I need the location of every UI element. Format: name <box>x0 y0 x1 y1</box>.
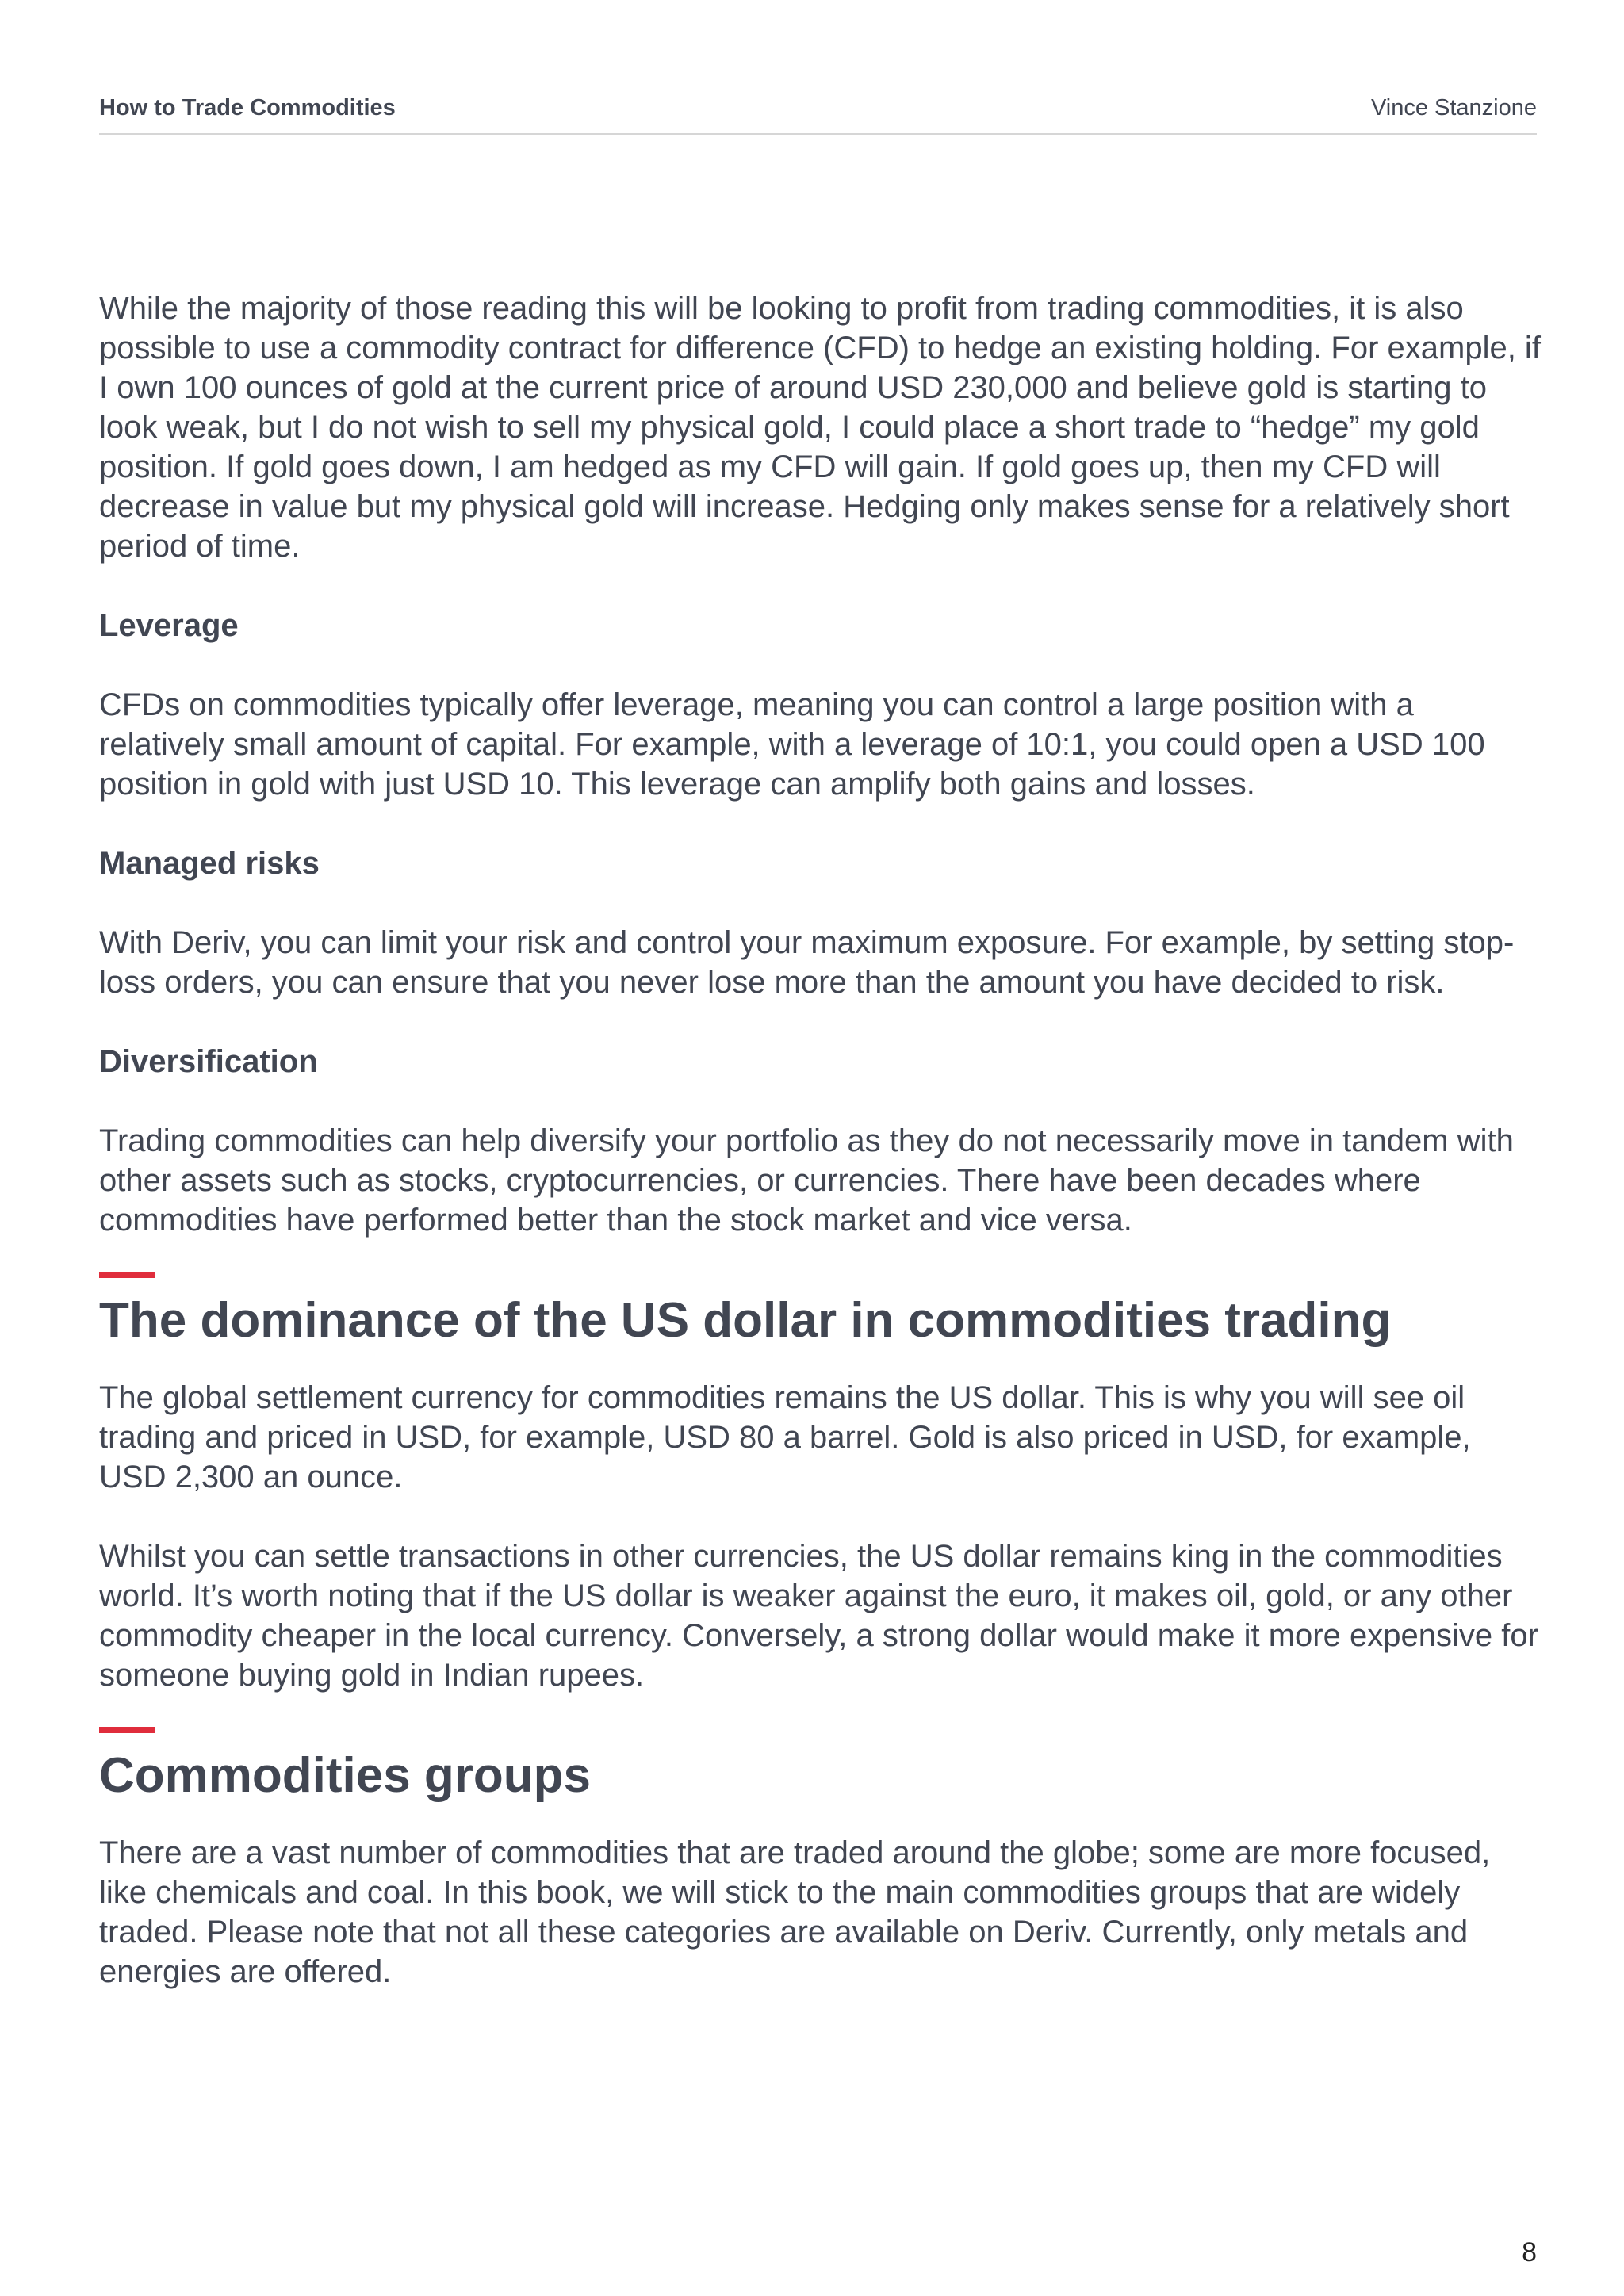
dominance-section-header <box>99 1272 1542 1351</box>
section-accent-bar <box>99 1727 155 1733</box>
groups-heading: Commodities groups <box>99 1748 592 1803</box>
diversification-paragraph: Trading commodities can help diversify your portfolio as they do not necessarily move in tandem with other assets such as stocks, cryptocurrencies, or currencies. There have been decades where commodities have performed better than the stock market and vice versa. <box>99 1123 1514 1238</box>
dominance-paragraph-1: The global settlement currency for commodities remains the US dollar. This is why you will see oil trading and priced in USD, for example, USD 80 a barrel. Gold is also priced in USD, for example, USD 2,300 an ounce. <box>99 1380 1471 1494</box>
page-header <box>99 92 1537 135</box>
groups-paragraph-1: There are a vast number of commodities that are traded around the globe; some are more focused, like chemicals and coal. In this book, we will stick to the main commodities groups that are widely traded. Please note that not all these categories are available on Deriv. Currently, only metals and energies are offered. <box>99 1835 1491 1989</box>
managed-risks-heading: Managed risks <box>99 846 320 881</box>
groups-section-header <box>99 1727 1542 1806</box>
leverage-heading: Leverage <box>99 608 239 643</box>
intro-paragraph: While the majority of those reading this will be looking to profit from trading commodities, it is also possible to use a commodity contract for difference (CFD) to hedge an existing holding. For example, if I own 100 ounces of gold at the current price of around USD 230,000 and believe gold is starting to look weak, but I do not wish to sell my physical gold, I could place a short trade to “hedge” my gold position. If gold goes down, I am hedged as my CFD will gain. If gold goes up, then my CFD will decrease in value but my physical gold will increase. Hedging only makes sense for a relatively short period of time. <box>99 291 1541 564</box>
managed-risks-paragraph: With Deriv, you can limit your risk and control your maximum exposure. For example, by setting stop-loss orders, you can ensure that you never lose more than the amount you have decided to risk. <box>99 925 1515 1000</box>
leverage-paragraph: CFDs on commodities typically offer leverage, meaning you can control a large position with a relatively small amount of capital. For example, with a leverage of 10:1, you could open a USD 100 position in gold with just USD 10. This leverage can amplify both gains and losses. <box>99 687 1485 802</box>
page-number: 8 <box>1522 2237 1537 2267</box>
dominance-paragraph-2: Whilst you can settle transactions in other currencies, the US dollar remains king in the commodities world. It’s worth noting that if the US dollar is weaker against the euro, it makes oil, gold, or any other commodity cheaper in the local currency. Conversely, a strong dollar would make it more expensive for someone buying gold in Indian rupees. <box>99 1539 1538 1693</box>
dominance-heading: The dominance of the US dollar in commodities trading <box>99 1293 1392 1348</box>
page-content <box>99 289 1542 2031</box>
document-title: How to Trade Commodities <box>99 95 396 121</box>
diversification-heading: Diversification <box>99 1044 318 1079</box>
author-name: Vince Stanzione <box>1370 95 1537 121</box>
section-accent-bar <box>99 1272 155 1278</box>
